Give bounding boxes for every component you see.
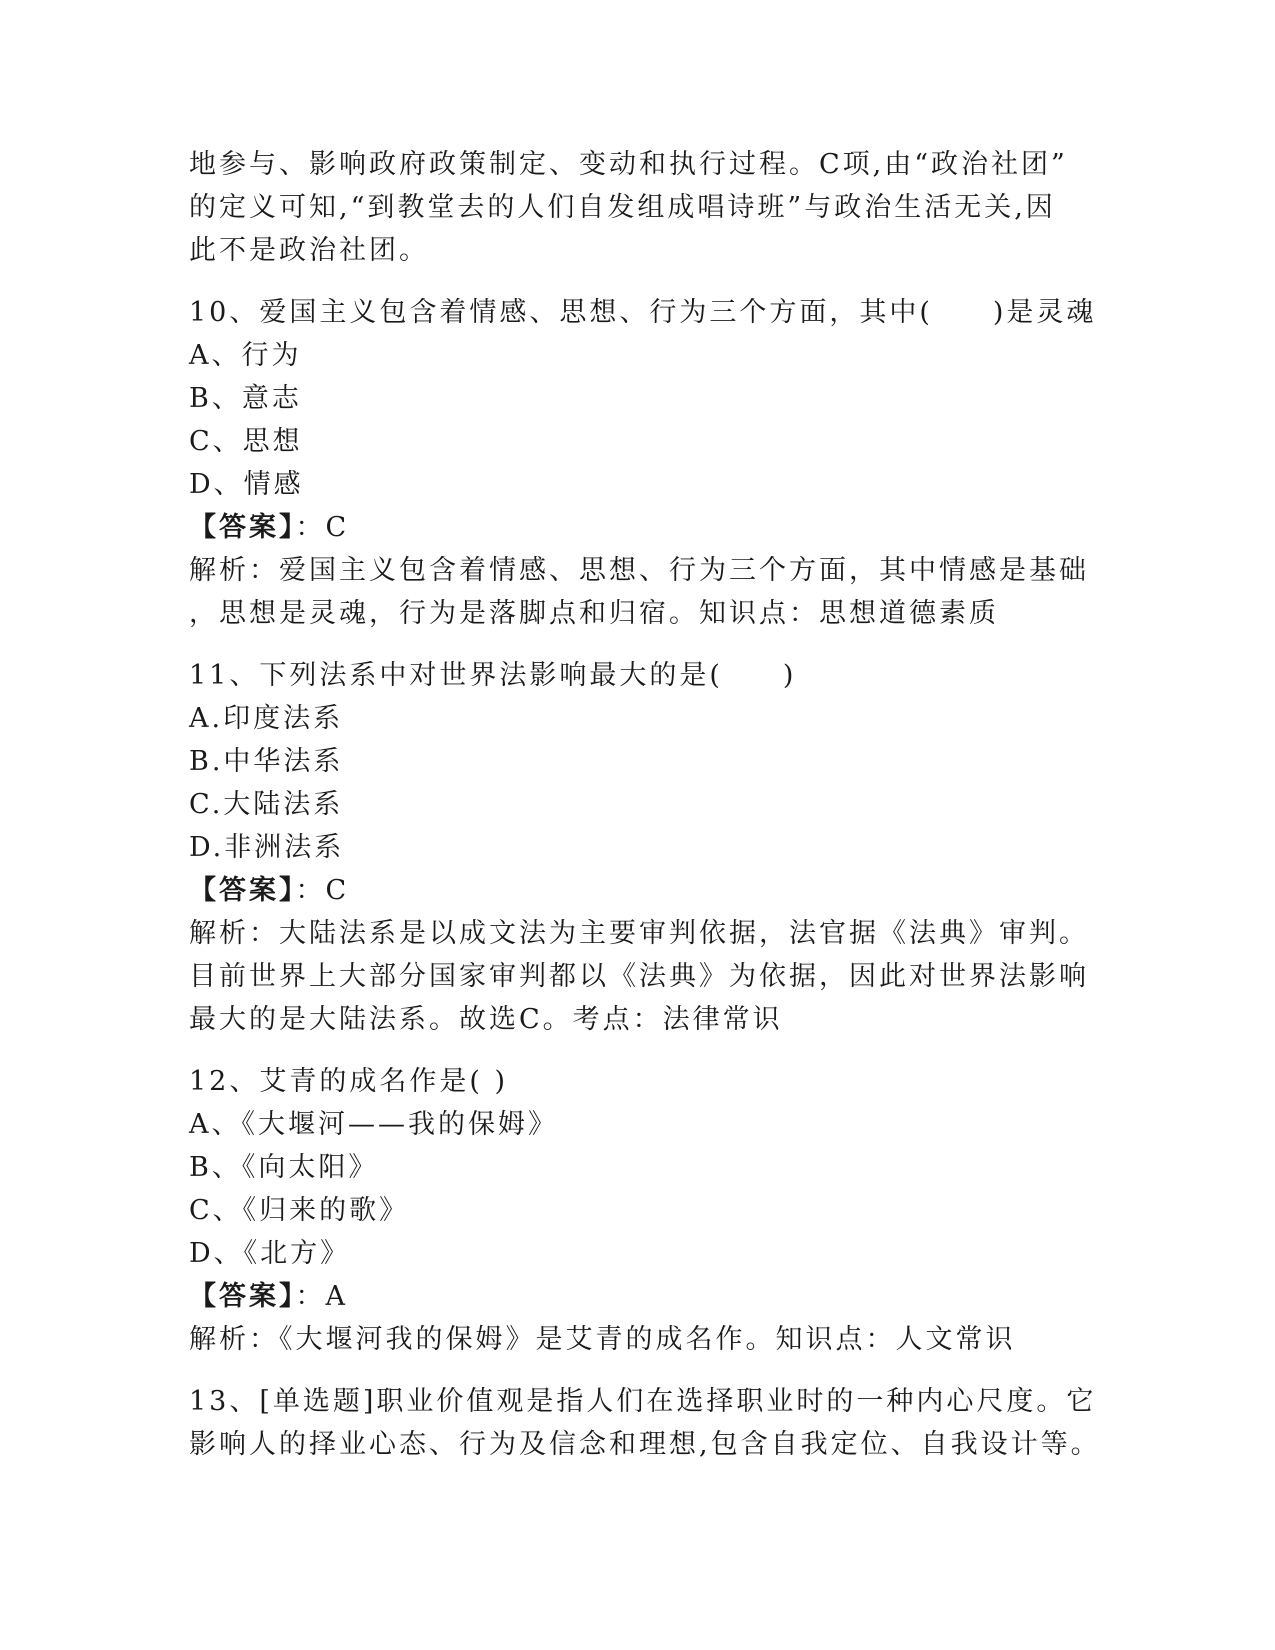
question-13-text: 影响人的择业心态、行为及信念和理想,包含自我定位、自我设计等。: [189, 1429, 1101, 1460]
analysis-line: 最大的是大陆法系。故选C。考点：法律常识: [189, 1004, 783, 1035]
question-12-block: [189, 1060, 1069, 1361]
analysis-line: 目前世界上大部分国家审判都以《法典》为依据，因此对世界法影响: [189, 961, 1089, 992]
answer-label: 【答案】: [189, 1281, 296, 1312]
option-b: B、意志: [189, 383, 302, 414]
option-b: B.中华法系: [189, 746, 344, 777]
answer-value: ：C: [295, 875, 350, 906]
answer-value: ：C: [295, 512, 350, 543]
question-10-block: [189, 291, 1097, 635]
option-a: A、行为: [189, 340, 302, 371]
question-10-text: 10、爱国主义包含着情感、思想、行为三个方面，其中( )是灵魂: [189, 297, 1097, 328]
intro-line: 的定义可知,“到教堂去的人们自发组成唱诗班”与政治生活无关,因: [189, 192, 1056, 223]
question-12-text: 12、艾青的成名作是( ): [189, 1066, 509, 1097]
option-b: B、《向太阳》: [189, 1152, 379, 1183]
option-c: C、《归来的歌》: [189, 1195, 410, 1226]
analysis-line: 解析：《大堰河我的保姆》是艾青的成名作。知识点：人文常识: [189, 1324, 1016, 1355]
option-d: D、《北方》: [189, 1238, 351, 1269]
answer-line: [189, 506, 1069, 549]
analysis-line: 解析：爱国主义包含着情感、思想、行为三个方面，其中情感是基础: [189, 555, 1089, 586]
intro-line: 此不是政治社团。: [189, 235, 429, 266]
question-13-block: [189, 1380, 1101, 1466]
answer-label: 【答案】: [189, 512, 296, 543]
option-d: D、情感: [189, 469, 304, 500]
answer-label: 【答案】: [189, 875, 296, 906]
option-a: A.印度法系: [189, 703, 344, 734]
question-13-text: 13、[单选题]职业价值观是指人们在选择职业时的一种内心尺度。它: [189, 1386, 1097, 1417]
option-c: C、思想: [189, 426, 303, 457]
intro-paragraph: [189, 143, 1069, 272]
document-page: [189, 143, 1101, 1466]
answer-line: [189, 869, 1069, 912]
option-c: C.大陆法系: [189, 789, 344, 820]
option-d: D.非洲法系: [189, 832, 345, 863]
intro-line: 地参与、影响政府政策制定、变动和执行过程。C项,由“政治社团”: [189, 149, 1068, 180]
question-11-text: 11、下列法系中对世界法影响最大的是( ): [189, 660, 797, 691]
analysis-line: 解析：大陆法系是以成文法为主要审判依据，法官据《法典》审判。: [189, 918, 1089, 949]
analysis-line: ，思想是灵魂，行为是落脚点和归宿。知识点：思想道德素质: [189, 598, 999, 629]
option-a: A、《大堰河——我的保姆》: [189, 1109, 558, 1140]
question-11-block: [189, 654, 1089, 1041]
answer-line: [189, 1275, 1069, 1318]
answer-value: ：A: [295, 1281, 348, 1312]
